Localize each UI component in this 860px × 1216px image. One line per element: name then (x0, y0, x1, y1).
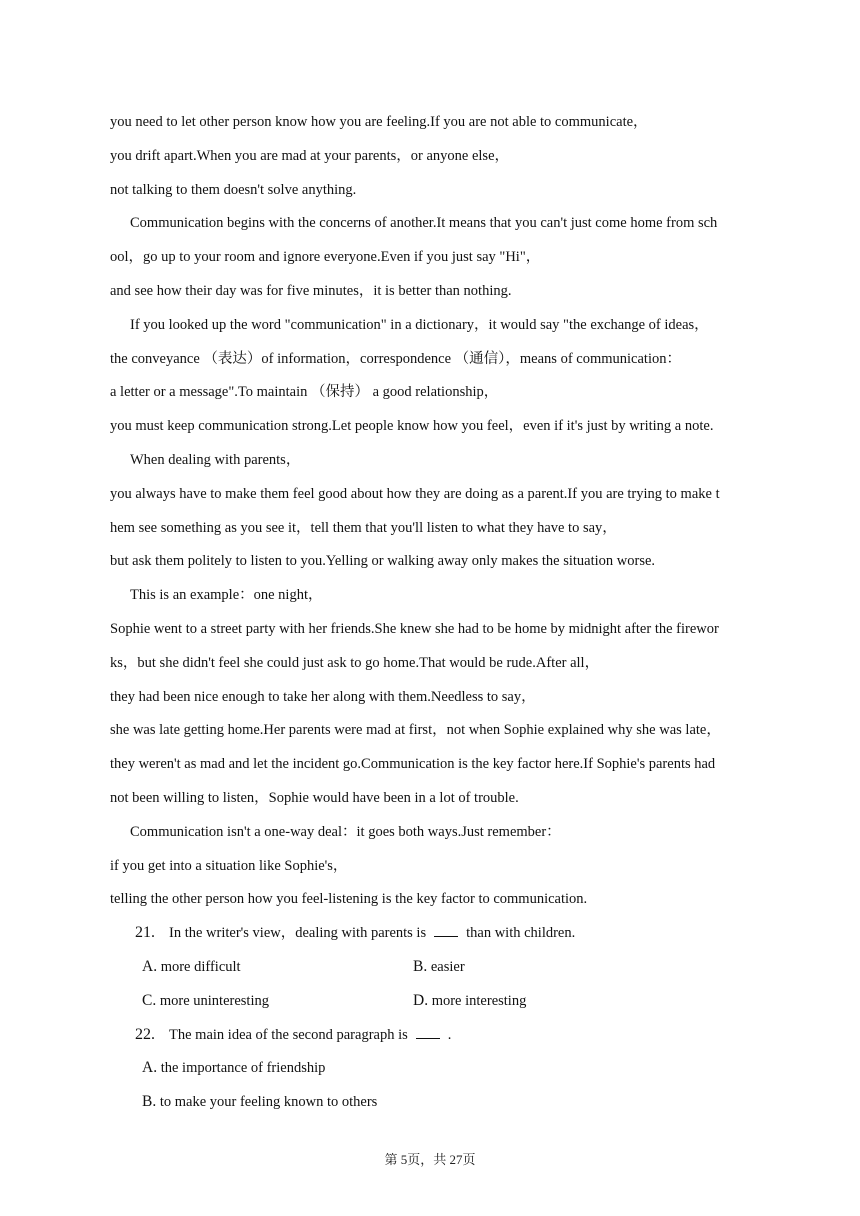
passage-line: not been willing to listen，Sophie would have been in a lot of trouble. (110, 789, 519, 806)
option-row (110, 1058, 760, 1092)
passage-line: and see how their day was for five minutes，it is better than nothing. (110, 282, 512, 299)
passage-line: Communication begins with the concerns of another.It means that you can't just come home from sch (130, 215, 718, 232)
passage-line: This is an example：one night， (130, 587, 323, 604)
passage-line: you must keep communication strong.Let people know how you feel，even if it's just by writing a note. (110, 418, 714, 435)
option-d: D. more interesting (413, 991, 527, 1009)
answer-blank (434, 924, 458, 937)
question-stem-start: In the writer's view，dealing with parents is (169, 925, 427, 942)
passage-line: When dealing with parents， (130, 451, 301, 468)
passage-line: a letter or a message".To maintain （保持） a good relationship， (110, 384, 499, 401)
passage-line: Sophie went to a street party with her friends.She knew she had to be home by midnight after the firewor (110, 620, 719, 637)
answer-blank (416, 1026, 440, 1039)
passage-line: ks，but she didn't feel she could just ask to go home.That would be rude.After all， (110, 654, 600, 671)
question-number: 22. (135, 1025, 155, 1043)
option-row (110, 1092, 760, 1126)
passage-line: you need to let other person know how you are feeling.If you are not able to communicate， (110, 114, 648, 130)
passage-line: they had been nice enough to take her along with them.Needless to say， (110, 688, 536, 705)
option-b: B. easier (413, 957, 465, 975)
passage-line: the conveyance （表达）of information，correspondence （通信），means of communication： (110, 350, 681, 367)
page-footer: 第 5页，共 27页 (384, 1152, 476, 1167)
passage-line: they weren't as mad and let the incident go.Communication is the key factor here.If Sophie's parents had (110, 756, 716, 773)
passage-line: If you looked up the word "communication" in a dictionary，it would say "the exchange of ideas， (130, 316, 709, 333)
question-stem-start: The main idea of the second paragraph is (169, 1026, 408, 1043)
option-c: C. more uninteresting (142, 991, 269, 1009)
option-a: A. more difficult (142, 957, 241, 975)
question-stem-end: . (447, 1026, 452, 1043)
passage-line: you drift apart.When you are mad at your parents，or anyone else， (110, 147, 510, 164)
passage-line: Communication isn't a one-way deal：it goes both ways.Just remember： (130, 823, 561, 840)
passage-line: telling the other person how you feel-listening is the key factor to communication. (110, 891, 588, 908)
option-row (110, 957, 760, 991)
page-content (110, 112, 760, 1126)
passage-line: not talking to them doesn't solve anything. (110, 181, 357, 198)
question-stem-end: than with children. (466, 925, 576, 942)
question-22 (110, 1025, 760, 1059)
passage-line: hem see something as you see it，tell them that you'll listen to what they have to say， (110, 519, 617, 536)
passage-line: if you get into a situation like Sophie's， (110, 857, 348, 874)
option-b: B. to make your feeling known to others (142, 1093, 378, 1111)
question-number: 21. (135, 924, 155, 942)
reading-passage (110, 112, 760, 923)
option-a: A. the importance of friendship (142, 1059, 326, 1077)
passage-line: ool，go up to your room and ignore everyone.Even if you just say "Hi"， (110, 249, 541, 266)
passage-line: she was late getting home.Her parents were mad at first，not when Sophie explained why she was late， (110, 722, 721, 739)
passage-line: but ask them politely to listen to you.Yelling or walking away only makes the situation worse. (110, 553, 656, 570)
option-row (110, 991, 760, 1025)
question-21 (110, 923, 760, 957)
passage-line: you always have to make them feel good about how they are doing as a parent.If you are trying to make t (110, 485, 720, 502)
